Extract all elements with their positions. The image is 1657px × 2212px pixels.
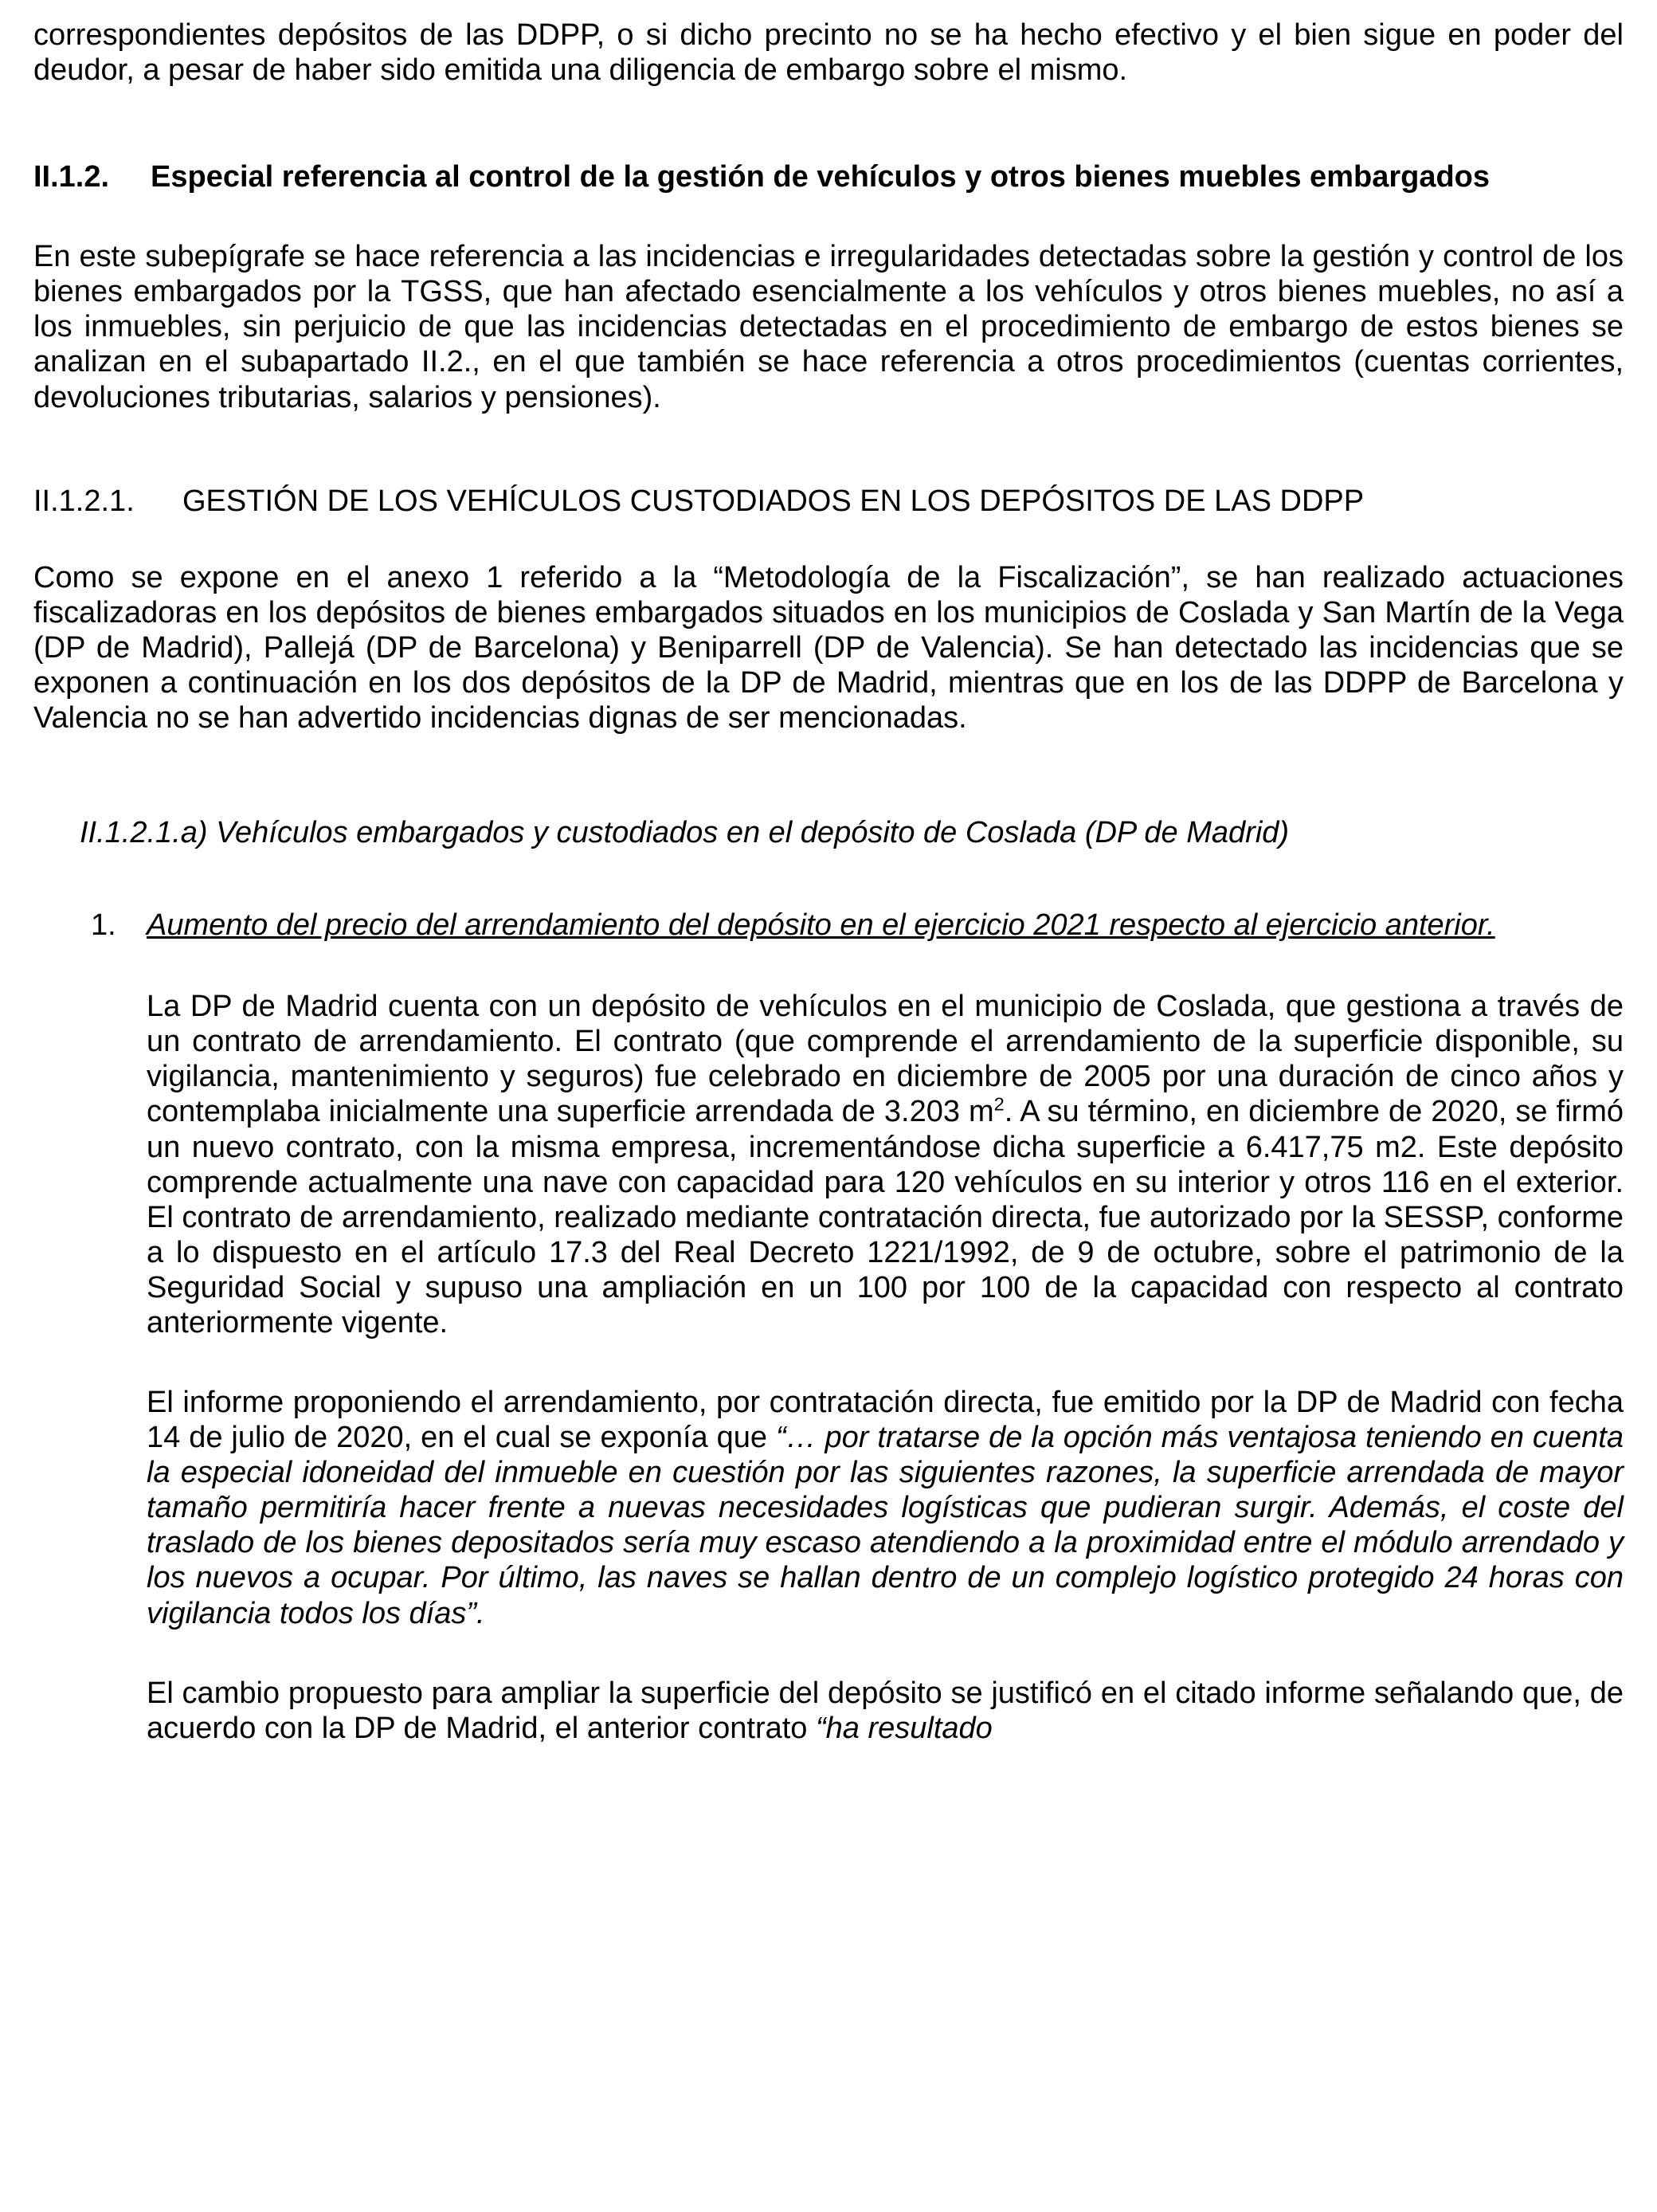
paragraph-informe-quote: “… por tratarse de la opción más ventajosa teniendo en cuenta la especial idoneidad del inmueble en cuestión por las siguientes razones, la superficie arrendada de mayor tamaño permitiría hacer frente a nuevas necesidades logísticas que pudieran surgir. Además, el coste del traslado de los bienes depositados sería muy escaso atendiendo a la proximidad entre el módulo arrendado y los nuevos a ocupar. Por último, las naves se hallan dentro de un complejo logístico protegido 24 horas con vigilancia todos los días”. (147, 1421, 1624, 1630)
paragraph-deposito-part1: La DP de Madrid cuenta con un depósito de vehículos en el municipio de Coslada, que gestiona a través de un contrato de arrendamiento. El contrato (que comprende el arrendamiento de la superficie disponible, su vigilancia, mantenimiento y seguros) fue celebrado en diciembre de 2005 por una duración de cinco años y contemplaba inicialmente una superficie arrendada de 3.203 m (147, 990, 1624, 1129)
list-item-1-number: 1. (91, 908, 116, 943)
paragraph-anexo: Como se expone en el anexo 1 referido a la “Metodología de la Fiscalización”, se han realizado actuaciones fiscalizadoras en los depósitos de bienes embargados situados en los municipios de Coslada y San Martín de la Vega (DP de Madrid), Pallejá (DP de Barcelona) y Beniparrell (DP de Valencia). Se han detectado las incidencias que se exponen a continuación en los dos depósitos de la DP de Madrid, mientras que en los de las DDPP de Barcelona y Valencia no se han advertido incidencias dignas de ser mencionadas. (33, 560, 1624, 735)
paragraph-informe-lead: El informe proponiendo el arrendamiento, por contratación directa, fue emitido por la DP de Madrid con fecha 14 de julio de 2020, en el cual se exponía que (147, 1386, 1624, 1455)
paragraph-cambio-quote: “ha resultado (816, 1711, 993, 1745)
paragraph-deposito-part2: . A su término, en diciembre de 2020, se firmó un nuevo contrato, con la misma empresa, incrementándose dicha superficie a 6.417,75 m2. Este depósito comprende actualmente una nave con capacidad para 120 vehículos en su interior y otros 116 en el exterior. El contrato de arrendamiento, realizado mediante contratación directa, fue autorizado por la SESSP, conforme a lo dispuesto en el artículo 17.3 del Real Decreto 1221/1992, de 9 de octubre, sobre el patrimonio de la Seguridad Social y supuso una ampliación en un 100 por 100 de la capacidad con respecto al contrato anteriormente vigente. (147, 1095, 1624, 1339)
section-heading (33, 159, 1624, 194)
subsection-heading (33, 484, 1624, 519)
paragraph-cambio-lead: El cambio propuesto para ampliar la superficie del depósito se justificó en el citado informe señalando que, de acuerdo con la DP de Madrid, el anterior contrato (147, 1676, 1624, 1745)
intro-paragraph: correspondientes depósitos de las DDPP, o si dicho precinto no se ha hecho efectivo y el bien sigue en poder del deudor, a pesar de haber sido emitida una diligencia de embargo sobre el mismo. (33, 18, 1624, 88)
paragraph-informe (147, 1385, 1624, 1631)
subsub-heading: II.1.2.1.a) Vehículos embargados y custodiados en el depósito de Coslada (DP de Madrid) (80, 816, 1290, 850)
paragraph-cambio (147, 1676, 1624, 1746)
list-item-1-title: Aumento del precio del arrendamiento del depósito en el ejercicio 2021 respecto al ejercicio anterior. (147, 908, 1495, 943)
section-heading-number: II.1.2. (33, 160, 110, 194)
paragraph-deposito (147, 989, 1624, 1340)
section-heading-title: Especial referencia al control de la gestión de vehículos y otros bienes muebles embargados (151, 160, 1491, 194)
paragraph-subepigrafe: En este subepígrafe se hace referencia a las incidencias e irregularidades detectadas sobre la gestión y control de los bienes embargados por la TGSS, que han afectado esencialmente a los vehículos y otros bienes muebles, no así a los inmuebles, sin perjuicio de que las incidencias detectadas en el procedimiento de embargo de estos bienes se analizan en el subapartado II.2., en el que también se hace referencia a otros procedimientos (cuentas corrientes, devoluciones tributarias, salarios y pensiones). (33, 240, 1624, 414)
subsection-heading-title: GESTIÓN DE LOS VEHÍCULOS CUSTODIADOS EN LOS DEPÓSITOS DE LAS DDPP (182, 484, 1365, 518)
subsection-heading-number: II.1.2.1. (33, 484, 135, 518)
list-item-1 (91, 908, 1624, 943)
superscript-2: 2 (993, 1093, 1005, 1115)
